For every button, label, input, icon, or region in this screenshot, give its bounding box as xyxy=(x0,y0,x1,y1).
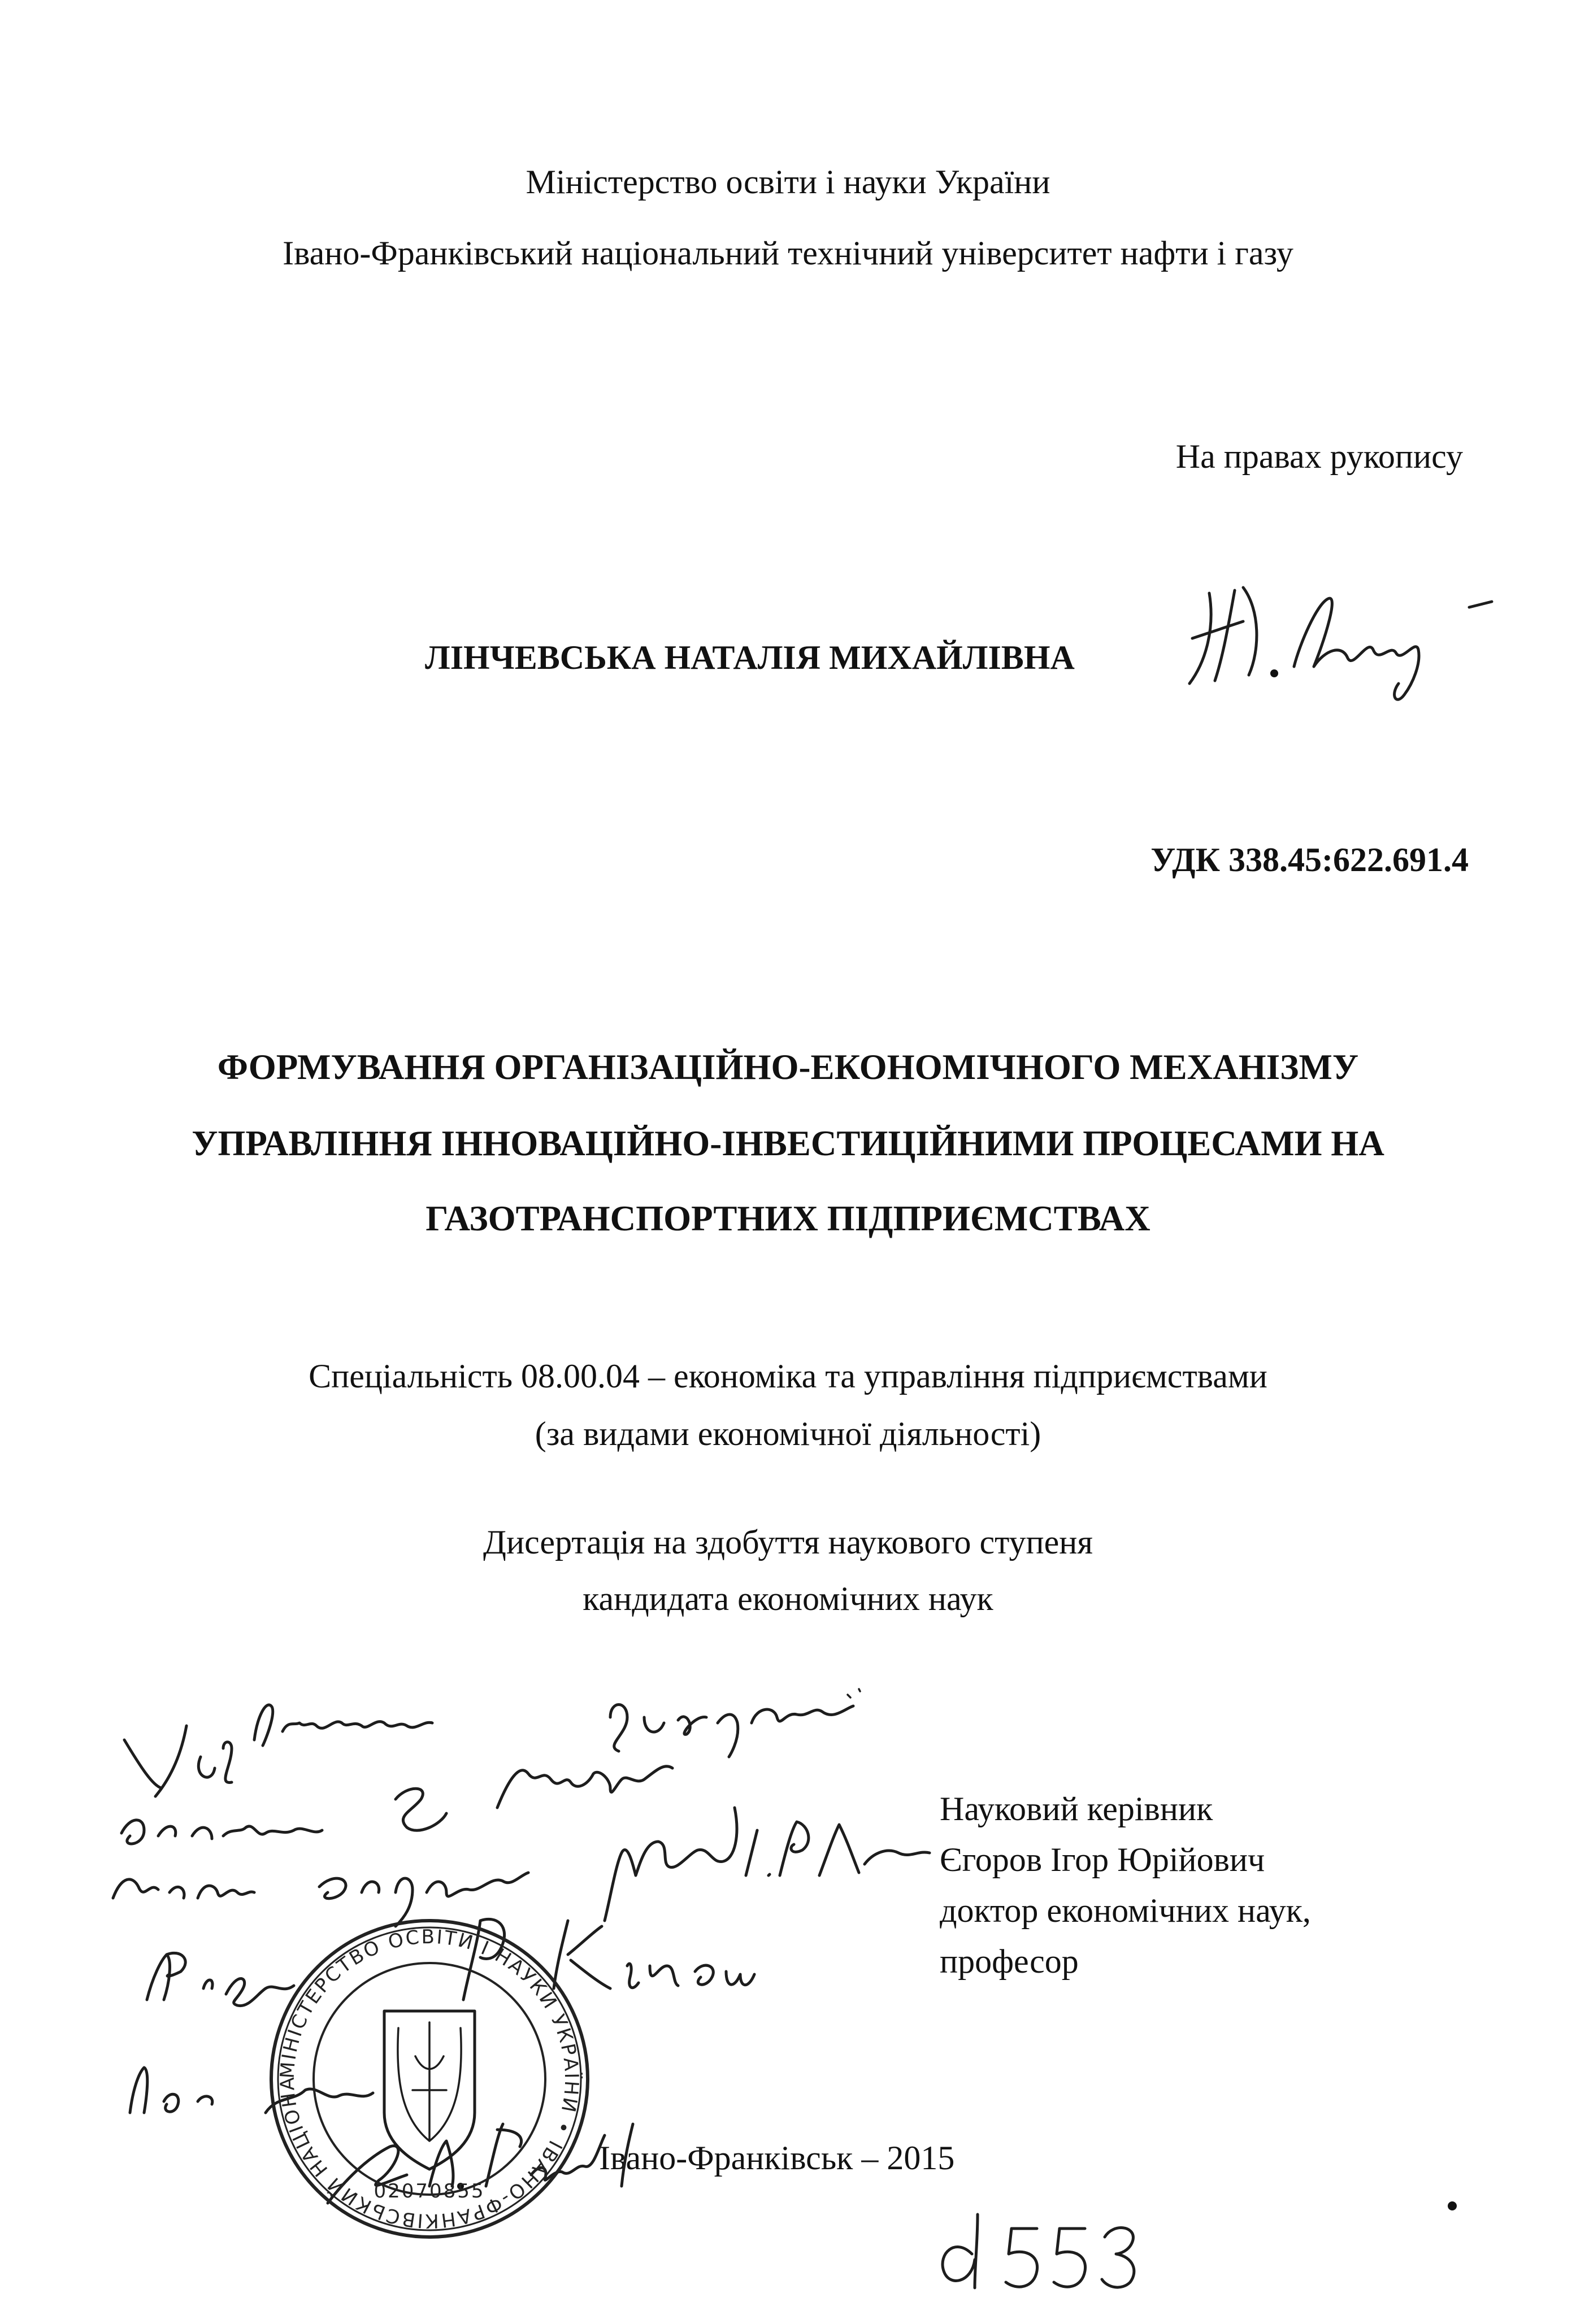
university-name: Івано-Франківський національний технічний університет нафти і газу xyxy=(283,234,1293,272)
margin-dot xyxy=(1448,2201,1457,2210)
thesis-title-line-3: ГАЗОТРАНСПОРТНИХ ПІДПРИЄМСТВАХ xyxy=(426,1199,1150,1238)
supervisor-degree: доктор економічних наук, xyxy=(940,1892,1311,1929)
supervisor-name: Єгоров Ігор Юрійович xyxy=(940,1841,1265,1878)
stamp-code: 02070855 xyxy=(374,2180,485,2203)
signature-dot xyxy=(1270,669,1278,677)
supervisor-title: професор xyxy=(940,1943,1079,1980)
archive-mark xyxy=(943,2214,1134,2288)
certification-note xyxy=(113,1689,930,2113)
udk-code: УДК 338.45:622.691.4 xyxy=(1150,841,1469,878)
specialty-line-1: Спеціальність 08.00.04 – економіка та управління підприємствами xyxy=(309,1357,1267,1395)
manuscript-note: На правах рукопису xyxy=(1175,438,1463,475)
author-name: ЛІНЧЕВСЬКА НАТАЛІЯ МИХАЙЛІВНА xyxy=(425,639,1075,676)
author-signature xyxy=(1189,587,1492,699)
ministry-name: Міністерство освіти і науки України xyxy=(526,163,1050,201)
specialty-line-2: (за видами економічної діяльності) xyxy=(535,1415,1041,1452)
thesis-title-line-1: ФОРМУВАННЯ ОРГАНІЗАЦІЙНО-ЕКОНОМІЧНОГО МЕХАНІЗМУ xyxy=(217,1047,1359,1087)
supervisor-role: Науковий керівник xyxy=(940,1790,1213,1827)
thesis-title-line-2: УПРАВЛІННЯ ІННОВАЦІЙНО-ІНВЕСТИЦІЙНИМИ ПРОЦЕСАМИ НА xyxy=(192,1124,1384,1163)
degree-line-1: Дисертація на здобуття наукового ступеня xyxy=(483,1524,1093,1561)
stamp-ring-text: МІНІСТЕРСТВО ОСВІТИ І НАУКИ УКРАЇНИ • ІВАНО-ФРАНКІВСЬКИЙ НАЦІОНАЛЬНИЙ ТЕХНІЧНИЙ УНІВЕРСИТЕТ xyxy=(276,1925,583,2232)
trident-emblem xyxy=(384,2011,475,2169)
university-stamp xyxy=(271,1921,588,2237)
degree-line-2: кандидата економічних наук xyxy=(583,1580,993,1617)
city-year: Івано-Франківськ – 2015 xyxy=(599,2139,955,2177)
